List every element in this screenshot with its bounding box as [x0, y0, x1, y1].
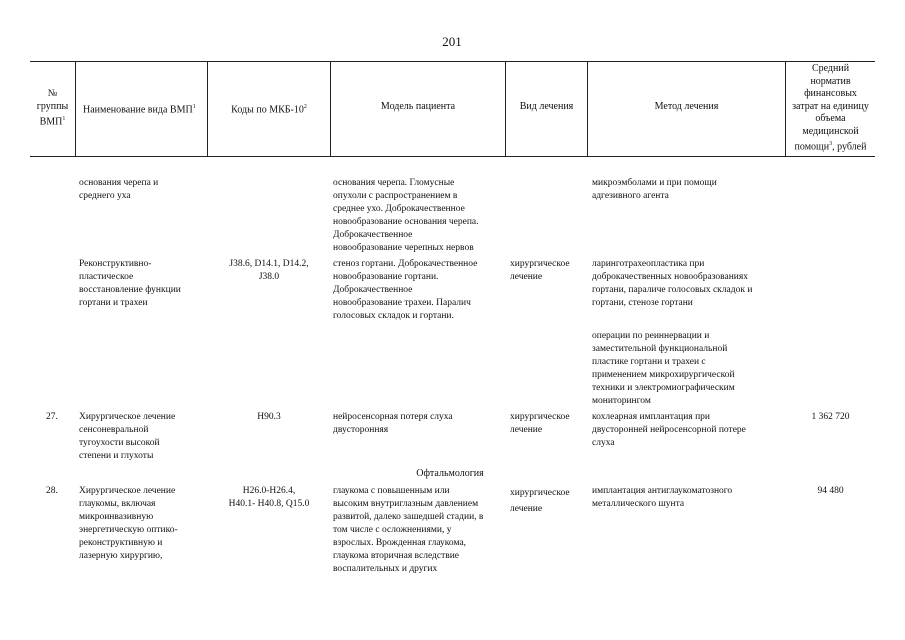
- row-4-group-number: 28.: [46, 486, 58, 496]
- row-2-patient-model: нейросенсорная потеря слуха двусторонняя: [333, 412, 453, 435]
- header-average-cost: Средний норматив финансовых затрат на единицу объема медицинской помощи$^3$, рублей: [792, 63, 869, 153]
- row-1-treatment-type: хирургическое лечение: [510, 259, 570, 282]
- row-4-average-cost: 94 480: [817, 486, 844, 496]
- row-0-patient-model: основания черепа. Гломусные опухоли с распространением в среднее ухо. Доброкачественное новообразование основания черепа. Доброкачественное новообразование черепных нервов: [333, 178, 479, 253]
- row-4-treatment-type: хирургическое лечение: [510, 488, 570, 514]
- row-4-treatment-method: имплантация антиглаукоматозного металлического шунта: [592, 486, 733, 509]
- row-0-vmp-name: основания черепа и среднего уха: [79, 178, 159, 201]
- page-number: 201: [442, 34, 462, 49]
- section-heading: Офтальмология: [416, 468, 484, 479]
- row-1-treatment-method-alt: операции по реиннервации и заместительной функциональной пластике гортани и трахеи с применением микрохирургической техники и электромиографическим мониторингом: [592, 331, 735, 406]
- header-icd-codes: Коды по МКБ-$10^2$: [231, 104, 307, 116]
- header-patient-model: Модель пациента: [380, 101, 456, 112]
- row-0-treatment-method: микроэмболами и при помощи адгезивного агента: [592, 178, 717, 201]
- header-bottom-rule: [30, 156, 875, 157]
- row-1-patient-model: стеноз гортани. Доброкачественное новообразование гортани. Доброкачественное новообразование трахеи. Паралич голосовых складок и гортани.: [333, 259, 478, 321]
- row-1-icd-codes: J38.6, D14.1, D14.2, J38.0: [229, 259, 309, 282]
- row-2-treatment-type: хирургическое лечение: [510, 412, 570, 435]
- row-4-vmp-name: Хирургическое лечение глаукомы, включая микроинвазивную энергетическую оптико- реконструктивную и лазерную хирургию,: [79, 486, 178, 561]
- header-vmp-name: Наименование вида ВМП$^1$: [83, 104, 196, 116]
- row-4-icd-codes: H26.0-H26.4, H40.1- H40.8, Q15.0: [228, 486, 310, 509]
- row-4-patient-model: глаукома с повышенным или высоким внутриглазным давлением развитой, далеко зашедшей стадии, в том числе с осложнениями, у взрослых. Врожденная глаукома, глаукома вторичная вследствие воспалительных и других: [333, 486, 484, 574]
- col-divider-1: [75, 61, 76, 157]
- row-2-vmp-name: Хирургическое лечение сенсоневральной тугоухости высокой степени и глухоты: [79, 412, 176, 461]
- row-2-treatment-method: кохлеарная имплантация при двусторонней нейросенсорной потере слуха: [592, 412, 746, 448]
- row-2-icd-codes: H90.3: [257, 412, 281, 422]
- header-top-rule: [30, 61, 875, 62]
- header-group-number: № группы ВМП$^1$: [36, 88, 69, 128]
- row-1-vmp-name: Реконструктивно- пластическое восстановление функции гортани и трахеи: [79, 259, 181, 308]
- row-2-average-cost: 1 362 720: [811, 412, 850, 422]
- header-treatment-type: Вид лечения: [519, 101, 574, 112]
- header-treatment-method: Метод лечения: [654, 101, 719, 112]
- row-2-group-number: 27.: [46, 412, 58, 422]
- row-1-treatment-method: ларинготрахеопластика при доброкачественных новообразованиях гортани, параличе голосовых складок и гортани, стенозе гортани: [592, 259, 753, 308]
